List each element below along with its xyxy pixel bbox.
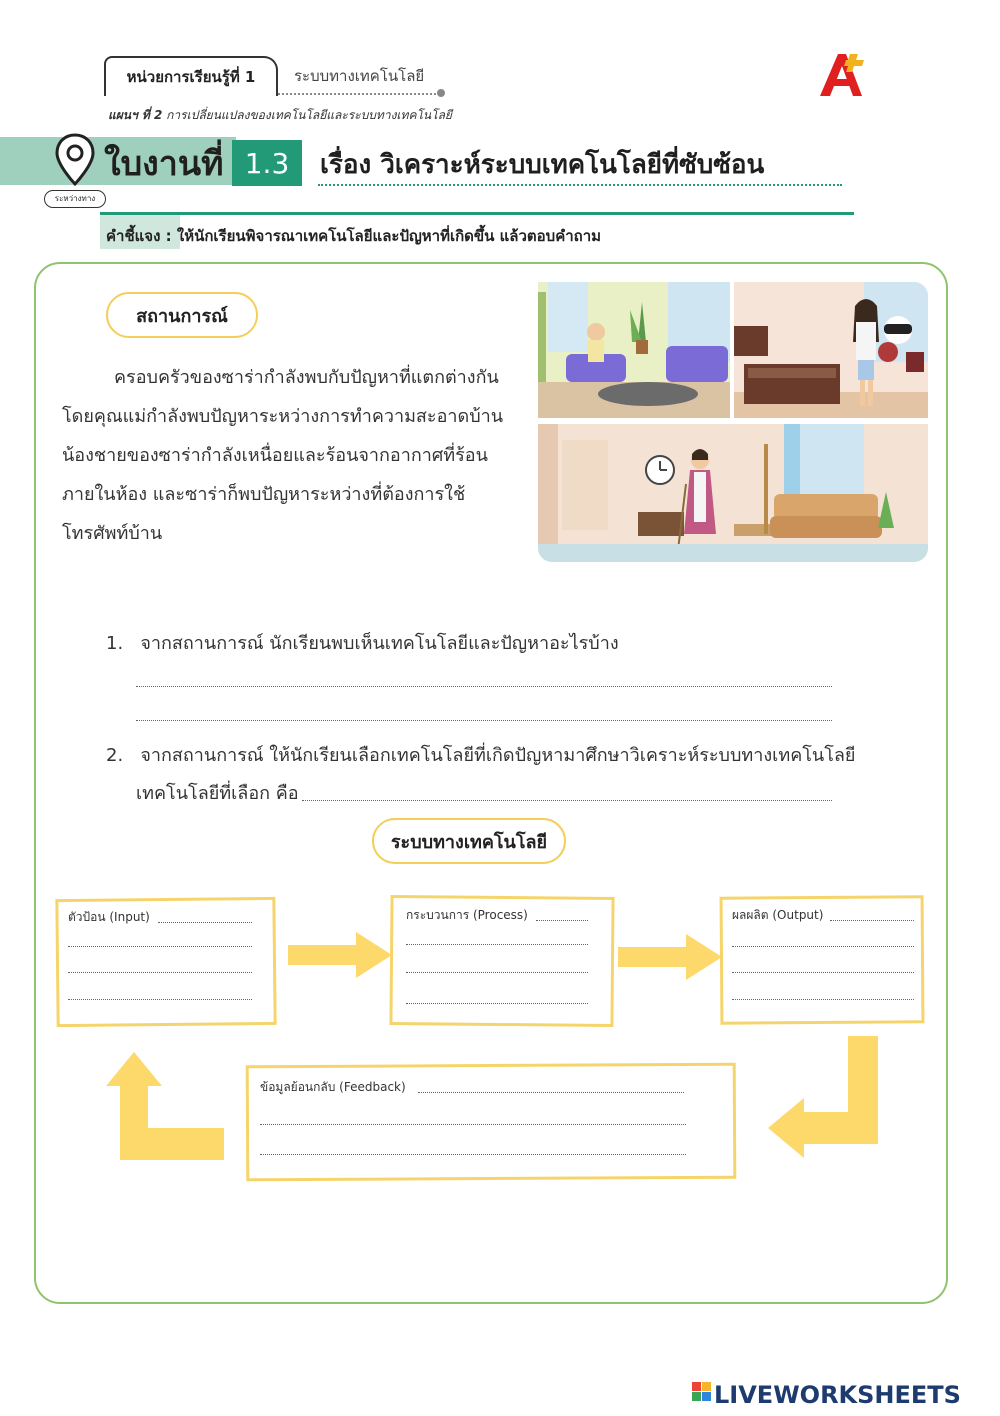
output-label: ผลผลิต (Output): [732, 908, 824, 922]
output-line[interactable]: [732, 946, 914, 947]
unit-subject: ระบบทางเทคโนโลยี: [294, 67, 425, 85]
process-line[interactable]: [406, 944, 588, 945]
question-1-text: จากสถานการณ์ นักเรียนพบเห็นเทคโนโลยีและปัญหาอะไรบ้าง: [140, 633, 619, 654]
unit-divider: [278, 93, 440, 95]
output-line[interactable]: [732, 999, 914, 1000]
process-label: กระบวนการ (Process): [406, 908, 528, 922]
instructions-text: ให้นักเรียนพิจารณาเทคโนโลยีและปัญหาที่เกิดขึ้น แล้วตอบคำถาม: [176, 227, 602, 245]
process-line[interactable]: [406, 1003, 588, 1004]
svg-text:LIVEWORKSHEETS: LIVEWORKSHEETS: [714, 1381, 961, 1408]
situation-text: ครอบครัวของซาร่ากำลังพบกับปัญหาที่แตกต่างกัน โดยคุณแม่กำลังพบปัญหาระหว่างการทำความสะอาดบ้าน น้องชายของซาร่ากำลังเหนื่อยและร้อนจากอากาศที่ร้อนภายในห้อง และซาร่าก็พบปัญหาระหว่างที่ต้องการใช้โทรศัพท์บ้าน: [62, 367, 504, 544]
unit-divider-dot: [437, 89, 445, 97]
question-2-text: จากสถานการณ์ ให้นักเรียนเลือกเทคโนโลยีที่เกิดปัญหามาศึกษาวิเคราะห์ระบบทางเทคโนโลยี: [140, 745, 856, 766]
process-line[interactable]: [536, 920, 588, 921]
instructions: [106, 224, 601, 248]
brand-logo-icon: [816, 48, 868, 100]
answer-line-1a[interactable]: [136, 686, 832, 687]
feedback-line[interactable]: [418, 1092, 684, 1093]
input-line[interactable]: [68, 999, 252, 1000]
girl-phone-illustration: [734, 282, 928, 418]
arrow-right-icon: [288, 932, 392, 978]
sheet-number: 1.3: [232, 140, 302, 186]
feedback-line[interactable]: [260, 1154, 686, 1155]
input-line[interactable]: [68, 946, 252, 947]
plan-title: การเปลี่ยนแปลงของเทคโนโลยีและระบบทางเทคโนโลยี: [166, 108, 452, 122]
system-heading: ระบบทางเทคโนโลยี: [372, 818, 566, 864]
selected-technology-line[interactable]: [302, 800, 832, 801]
arrow-right-icon: [618, 934, 722, 980]
question-1-number: 1.: [106, 633, 124, 654]
instructions-divider: [100, 212, 854, 215]
output-line[interactable]: [732, 972, 914, 973]
arrow-down-left-icon: [768, 1036, 880, 1158]
title-underline: [318, 184, 842, 186]
arrow-up-icon: [106, 1052, 226, 1160]
plan-line: [108, 106, 452, 125]
question-2-number: 2.: [106, 745, 124, 766]
unit-label: หน่วยการเรียนรู้ที่ 1: [104, 56, 278, 96]
instructions-label: คำชี้แจง :: [106, 227, 172, 245]
input-line[interactable]: [68, 972, 252, 973]
plan-prefix: แผนฯ ที่ 2: [108, 108, 163, 122]
mother-cleaning-illustration: [538, 424, 928, 562]
feedback-label: ข้อมูลย้อนกลับ (Feedback): [260, 1080, 406, 1094]
selected-technology-label: เทคโนโลยีที่เลือก คือ: [136, 783, 299, 804]
output-line[interactable]: [830, 920, 914, 921]
question-1: [106, 628, 619, 657]
feedback-line[interactable]: [260, 1124, 686, 1125]
answer-line-1b[interactable]: [136, 720, 832, 721]
location-pin-icon: [52, 132, 98, 188]
page-title: เรื่อง วิเคราะห์ระบบเทคโนโลยีที่ซับซ้อน: [320, 150, 765, 180]
pin-label: ระหว่างทาง: [44, 190, 106, 208]
situation-heading: สถานการณ์: [106, 292, 258, 338]
living-room-illustration: [538, 282, 730, 418]
input-label: ตัวป้อน (Input): [68, 910, 150, 924]
question-2: [106, 740, 855, 769]
liveworksheets-logo: [690, 1376, 990, 1408]
process-line[interactable]: [406, 972, 588, 973]
sheet-word: ใบงานที่: [104, 144, 224, 184]
input-line[interactable]: [158, 922, 252, 923]
